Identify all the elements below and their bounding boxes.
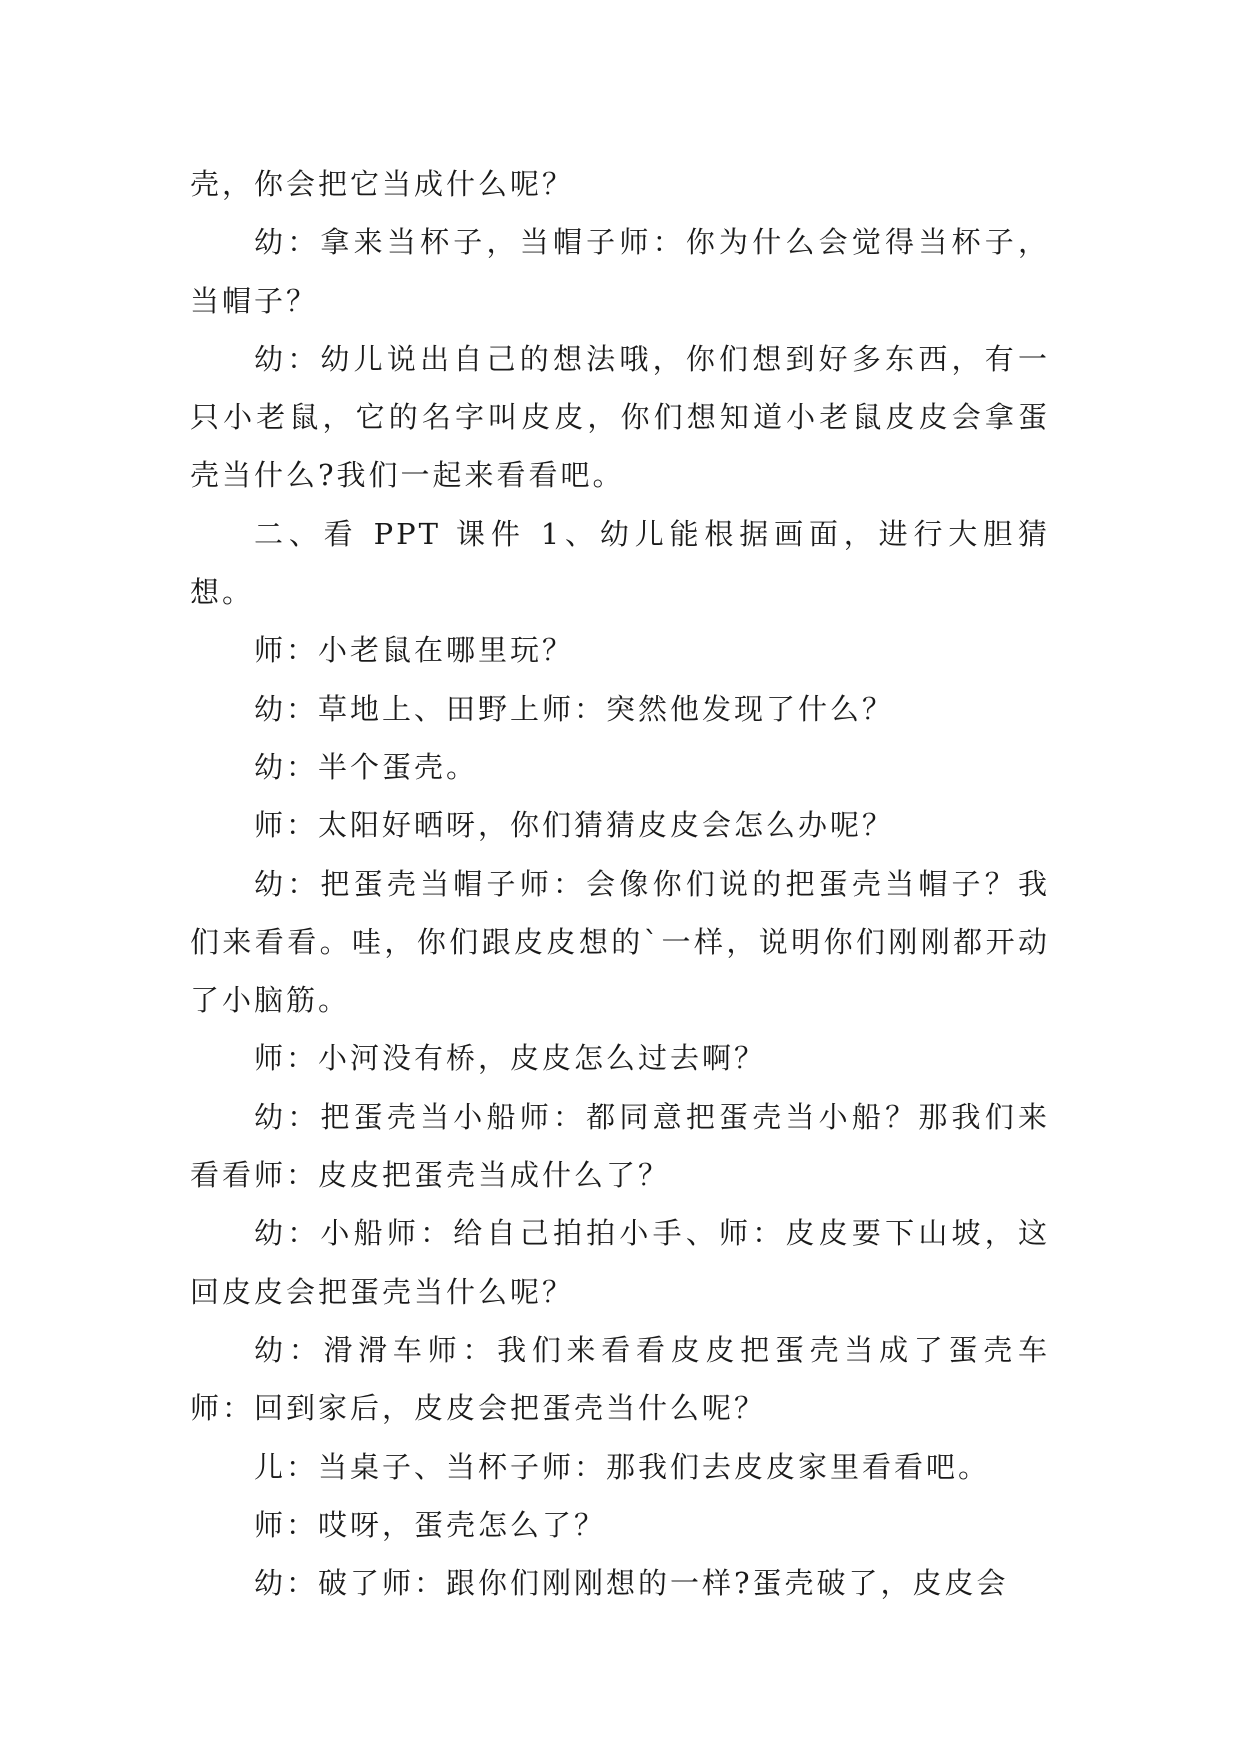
paragraph: 幼：半个蛋壳。 <box>254 749 479 784</box>
paragraph: 师：哎呀，蛋壳怎么了？ <box>254 1507 607 1542</box>
paragraph: 师：小老鼠在哪里玩？ <box>254 633 575 668</box>
paragraph: 幼：小船师：给自己拍拍小手、师：皮皮要下山坡，这回皮皮会把蛋壳当什么呢？ <box>190 1216 1050 1309</box>
paragraph: 师：太阳好晒呀，你们猜猜皮皮会怎么办呢？ <box>254 808 895 843</box>
paragraph: 幼：破了师：跟你们刚刚想的一样?蛋壳破了，皮皮会 <box>254 1566 1009 1601</box>
document-body <box>190 155 1050 1612</box>
paragraph: 师：小河没有桥，皮皮怎么过去啊？ <box>254 1041 767 1076</box>
paragraph: 幼：把蛋壳当小船师：都同意把蛋壳当小船？那我们来看看师：皮皮把蛋壳当成什么了？ <box>190 1099 1050 1193</box>
paragraph: 二、看 PPT 课件 1、幼儿能根据画面，进行大胆猜想。 <box>190 516 1050 610</box>
paragraph: 儿：当桌子、当杯子师：那我们去皮皮家里看看吧。 <box>254 1449 991 1484</box>
paragraph: 幼：拿来当杯子，当帽子师：你为什么会觉得当杯子，当帽子？ <box>190 225 1050 318</box>
paragraph: 幼：把蛋壳当帽子师：会像你们说的把蛋壳当帽子？我们来看看。哇，你们跟皮皮想的`一样，说明你们刚刚都开动了小脑筋。 <box>190 866 1050 1018</box>
paragraph: 壳，你会把它当成什么呢？ <box>190 167 575 201</box>
paragraph: 幼：草地上、田野上师：突然他发现了什么？ <box>254 691 895 726</box>
paragraph: 幼：滑滑车师：我们来看看皮皮把蛋壳当成了蛋壳车师：回到家后，皮皮会把蛋壳当什么呢？ <box>190 1332 1050 1426</box>
paragraph: 幼：幼儿说出自己的想法哦，你们想到好多东西，有一只小老鼠，它的名字叫皮皮，你们想知道小老鼠皮皮会拿蛋壳当什么?我们一起来看看吧。 <box>190 341 1050 493</box>
